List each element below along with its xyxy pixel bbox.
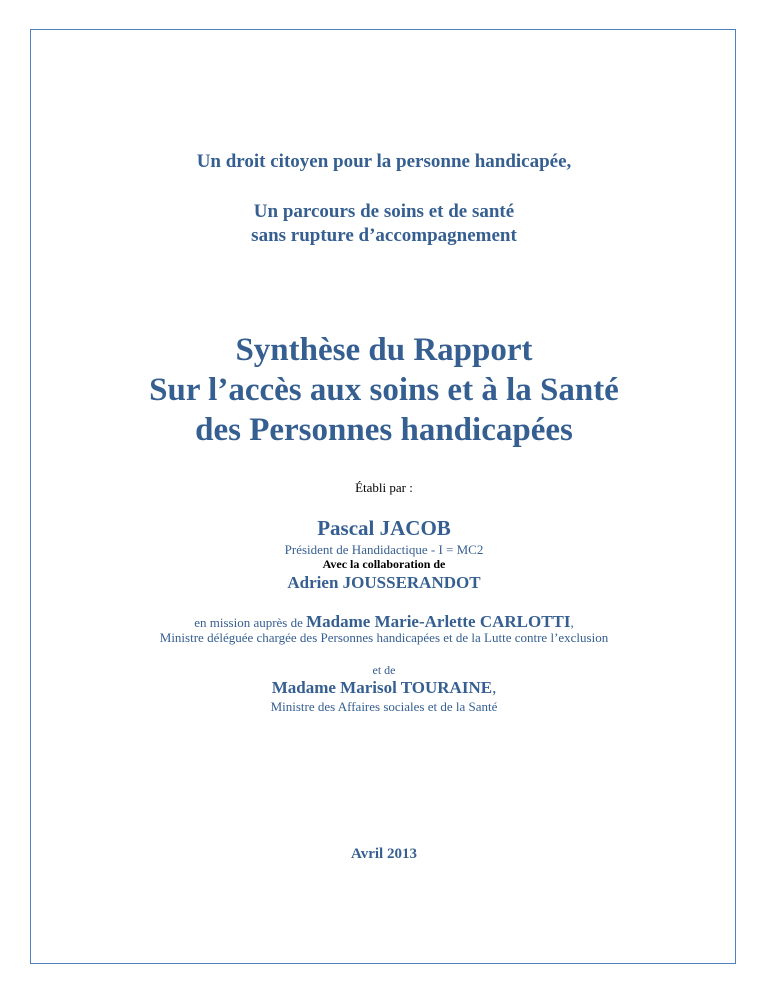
- title-line-2: Sur l’accès aux soins et à la Santé: [149, 372, 619, 408]
- title-line-1: Synthèse du Rapport: [235, 332, 533, 368]
- subtitle-line-1: Un droit citoyen pour la personne handicapée,: [196, 151, 572, 172]
- established-by: Établi par :: [355, 480, 413, 495]
- author-name: Pascal JACOB: [317, 516, 451, 540]
- and-of-label: et de: [372, 663, 396, 677]
- minister-2-comma: ,: [492, 678, 497, 697]
- report-date: Avril 2013: [351, 846, 417, 862]
- minister-2-line: [0, 678, 768, 698]
- title-line-3: des Personnes handicapées: [195, 412, 573, 448]
- minister-1-name: Madame Marie-Arlette CARLOTTI: [306, 612, 571, 631]
- collaboration-label: Avec la collaboration de: [322, 557, 446, 571]
- minister-1-title: Ministre déléguée chargée des Personnes handicapées et de la Lutte contre l’exclusion: [159, 630, 609, 645]
- author-role: Président de Handidactique - I = MC2: [284, 542, 484, 557]
- mission-comma: ,: [570, 615, 574, 630]
- document-title: [0, 330, 768, 450]
- collaborator-name: Adrien JOUSSERANDOT: [287, 573, 481, 592]
- mission-line: [0, 612, 768, 632]
- subtitle-block: [0, 200, 768, 248]
- mission-prefix: en mission auprès de: [194, 615, 307, 630]
- subtitle-line-2: Un parcours de soins et de santé: [253, 201, 515, 222]
- minister-2-title: Ministre des Affaires sociales et de la Santé: [270, 699, 498, 714]
- minister-2-name: Madame Marisol TOURAINE: [271, 678, 493, 697]
- subtitle-line-3: sans rupture d’accompagnement: [251, 225, 517, 246]
